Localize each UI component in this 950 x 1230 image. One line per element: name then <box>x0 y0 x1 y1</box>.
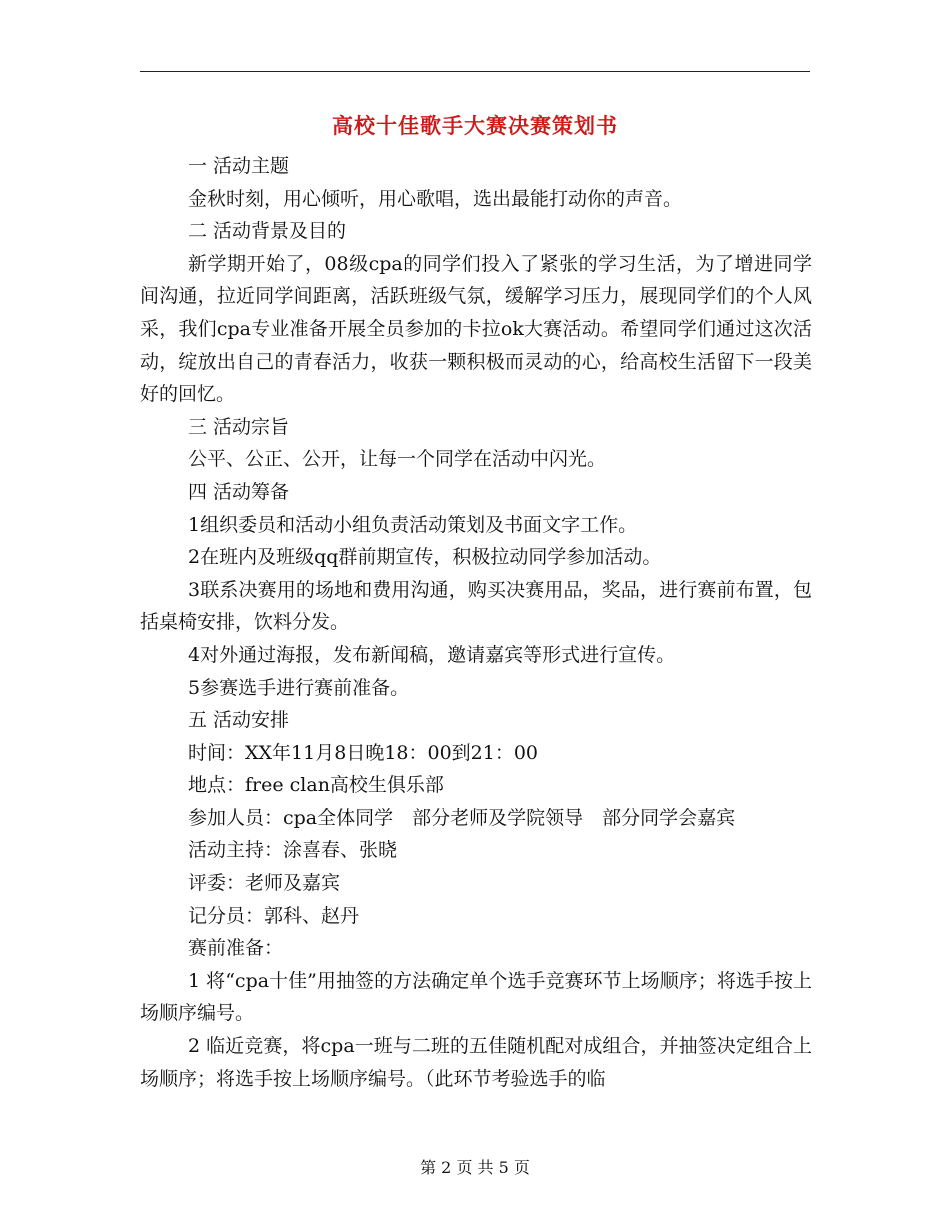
document-title: 高校十佳歌手大赛决赛策划书 <box>332 113 618 138</box>
paragraph: 金秋时刻，用心倾听，用心歌唱，选出最能打动你的声音。 <box>188 187 683 210</box>
list-item: 3联系决赛用的场地和费用沟通，购买决赛用品，奖品，进行赛前布置，包括桌椅安排，饮料分发。 <box>140 578 812 634</box>
schedule-time: 时间：XX年11月8日晚18：00到21：00 <box>188 741 539 764</box>
section-heading: 三 活动宗旨 <box>188 415 290 438</box>
list-item: 1 将“cpa十佳”用抽签的方法确定单个选手竞赛环节上场顺序；将选手按上场顺序编号。 <box>140 969 812 1025</box>
section-heading: 二 活动背景及目的 <box>188 220 347 243</box>
paragraph: 新学期开始了，08级cpa的同学们投入了紧张的学习生活，为了增进同学间沟通，拉近同学间距离，活跃班级气氛，缓解学习压力，展现同学们的个人风采，我们cpa专业准备开展全员参加的卡拉ok大赛活动。希望同学们通过这次活动，绽放出自己的青春活力，收获一颗积极而灵动的心，给高校生活留下一段美好的回忆。 <box>140 252 812 406</box>
schedule-hosts: 活动主持：涂喜春、张晓 <box>188 839 398 862</box>
schedule-scorers: 记分员：郭科、赵丹 <box>188 904 360 927</box>
subsection-heading: 赛前准备： <box>188 937 284 960</box>
section-heading: 五 活动安排 <box>188 709 290 732</box>
list-item: 2 临近竞赛，将cpa一班与二班的五佳随机配对成组合，并抽签决定组合上场顺序；将选手按上场顺序编号。（此环节考验选手的临 <box>140 1035 812 1090</box>
section-heading: 四 活动筹备 <box>188 480 290 503</box>
list-item: 2在班内及班级qq群前期宣传，积极拉动同学参加活动。 <box>188 546 662 569</box>
paragraph: 公平、公正、公开，让每一个同学在活动中闪光。 <box>188 448 607 471</box>
document-body <box>140 150 812 1095</box>
list-item: 4对外通过海报，发布新闻稿，邀请嘉宾等形式进行宣传。 <box>188 643 676 666</box>
header-rule <box>140 71 810 72</box>
section-heading: 一 活动主题 <box>188 155 290 177</box>
list-item: 1组织委员和活动小组负责活动策划及书面文字工作。 <box>188 513 638 536</box>
schedule-judges: 评委：老师及嘉宾 <box>188 872 341 895</box>
page-number: 第 2 页 共 5 页 <box>420 1158 530 1177</box>
list-item: 5参赛选手进行赛前准备。 <box>188 676 410 699</box>
schedule-location: 地点：free clan高校生俱乐部 <box>188 774 444 797</box>
schedule-participants: 参加人员：cpa全体同学 部分老师及学院领导 部分同学会嘉宾 <box>188 806 736 829</box>
